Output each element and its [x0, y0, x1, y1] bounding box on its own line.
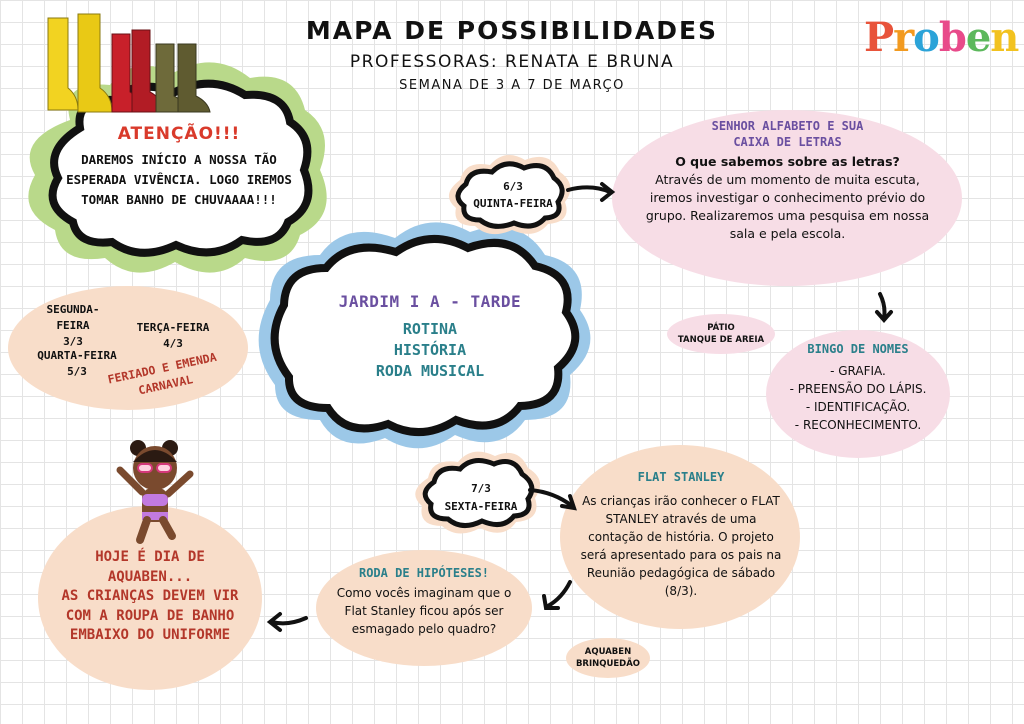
patio-line2: TANQUE DE AREIA	[677, 335, 765, 345]
patio-label	[670, 322, 772, 346]
wednesday-date: 5/3	[67, 365, 87, 378]
aquaben-toy-line1: AQUABEN	[584, 647, 632, 657]
week-label: SEMANA DE 3 A 7 DE MARÇO	[399, 78, 625, 93]
bingo-box	[770, 342, 946, 434]
aquaben-day-line5: EMBAIXO DO UNIFORME	[69, 627, 231, 643]
page-subtitle: PROFESSORAS: RENATA E BRUNA	[349, 52, 675, 72]
bingo-item-4: - RECONHECIMENTO.	[794, 418, 922, 432]
bingo-items	[770, 362, 946, 434]
arrow-to-flat-stanley	[528, 484, 578, 514]
logo-letter: e	[965, 14, 991, 61]
center-item-routine: ROTINA	[402, 320, 458, 338]
attention-text: DAREMOS INÍCIO A NOSSA TÃO ESPERADA VIVÊNCIA. LOGO IREMOS TOMAR BANHO DE CHUVAAAA!!!	[66, 152, 292, 207]
friday-label	[436, 480, 526, 516]
attention-title: ATENÇÃO!!!	[117, 124, 241, 144]
friday-day: SEXTA-FEIRA	[444, 500, 518, 513]
logo-letter: o	[913, 14, 939, 61]
logo-letter: n	[990, 14, 1019, 61]
attention-box	[60, 124, 298, 210]
logo-letter: P	[864, 14, 894, 61]
monday-label	[30, 302, 116, 350]
bingo-item-3: - IDENTIFICAÇÃO.	[805, 400, 911, 414]
arrow-to-bingo	[872, 292, 896, 324]
proben-logo	[864, 14, 1018, 61]
aquaben-day-box	[44, 548, 256, 646]
arrow-to-aquaben-day	[266, 610, 310, 634]
flat-stanley-box	[578, 470, 784, 600]
friday-date: 7/3	[471, 482, 491, 495]
logo-letter: r	[893, 14, 914, 61]
class-name: JARDIM I A - TARDE	[338, 292, 522, 311]
monday-date: 3/3	[63, 335, 83, 348]
bingo-title: BINGO DE NOMES	[807, 342, 909, 356]
alphabet-text: Através de um momento de muita escuta, iremos investigar o conhecimento prévio do grupo. Realizaremos uma pesquisa em nossa sala e pela escola.	[645, 172, 930, 241]
wednesday-name: QUARTA-FEIRA	[37, 349, 117, 362]
page-title: MAPA DE POSSIBILIDADES	[305, 16, 719, 45]
tuesday-name: TERÇA-FEIRA	[136, 321, 210, 334]
hypotheses-title: RODA DE HIPÓTESES!	[358, 566, 490, 580]
aquaben-day-line2: AQUABEN...	[107, 568, 193, 585]
aquaben-toy-line2: BRINQUEDÃO	[575, 659, 641, 669]
holiday-label: FERIADO E EMENDA CARNAVAL	[106, 349, 218, 398]
bingo-item-1: - GRAFIA.	[830, 364, 886, 378]
center-item-story: HISTÓRIA	[393, 341, 467, 359]
arrow-to-hypotheses	[540, 580, 574, 612]
tuesday-label	[130, 320, 216, 352]
hypotheses-box	[330, 566, 518, 638]
tuesday-date: 4/3	[163, 337, 183, 350]
center-item-music: RODA MUSICAL	[375, 362, 485, 380]
thursday-date: 6/3	[503, 180, 523, 193]
flat-stanley-title: FLAT STANLEY	[637, 470, 725, 484]
aquaben-toy-label	[568, 646, 648, 670]
patio-line1: PÁTIO	[707, 323, 735, 333]
hypotheses-text: Como vocês imaginam que o Flat Stanley ficou após ser esmagado pelo quadro?	[336, 586, 512, 636]
center-items	[300, 319, 560, 382]
aquaben-day-line4: COM A ROUPA DE BANHO	[65, 607, 235, 624]
logo-letter: b	[938, 14, 966, 61]
aquaben-day-line1: HOJE É DIA DE	[95, 549, 205, 565]
alphabet-title: SENHOR ALFABETO E SUA CAIXA DE LETRAS	[711, 119, 864, 149]
alphabet-box	[630, 118, 945, 243]
thursday-day: QUINTA-FEIRA	[473, 197, 553, 210]
alphabet-question: O que sabemos sobre as letras?	[675, 154, 900, 169]
flat-stanley-text: As crianças irão conhecer o FLAT STANLEY através de uma contação de história. O projeto será apresentado para os pais na Reunião pedagógica de sábado (8/3).	[580, 494, 782, 598]
aquaben-day-line3: AS CRIANÇAS DEVEM VIR	[61, 588, 239, 604]
arrow-to-alphabet	[566, 180, 618, 204]
thursday-label	[468, 178, 558, 212]
bingo-item-2: - PREENSÃO DO LÁPIS.	[789, 382, 927, 396]
monday-name: SEGUNDA-FEIRA	[46, 303, 100, 332]
center-cloud-box	[300, 292, 560, 382]
